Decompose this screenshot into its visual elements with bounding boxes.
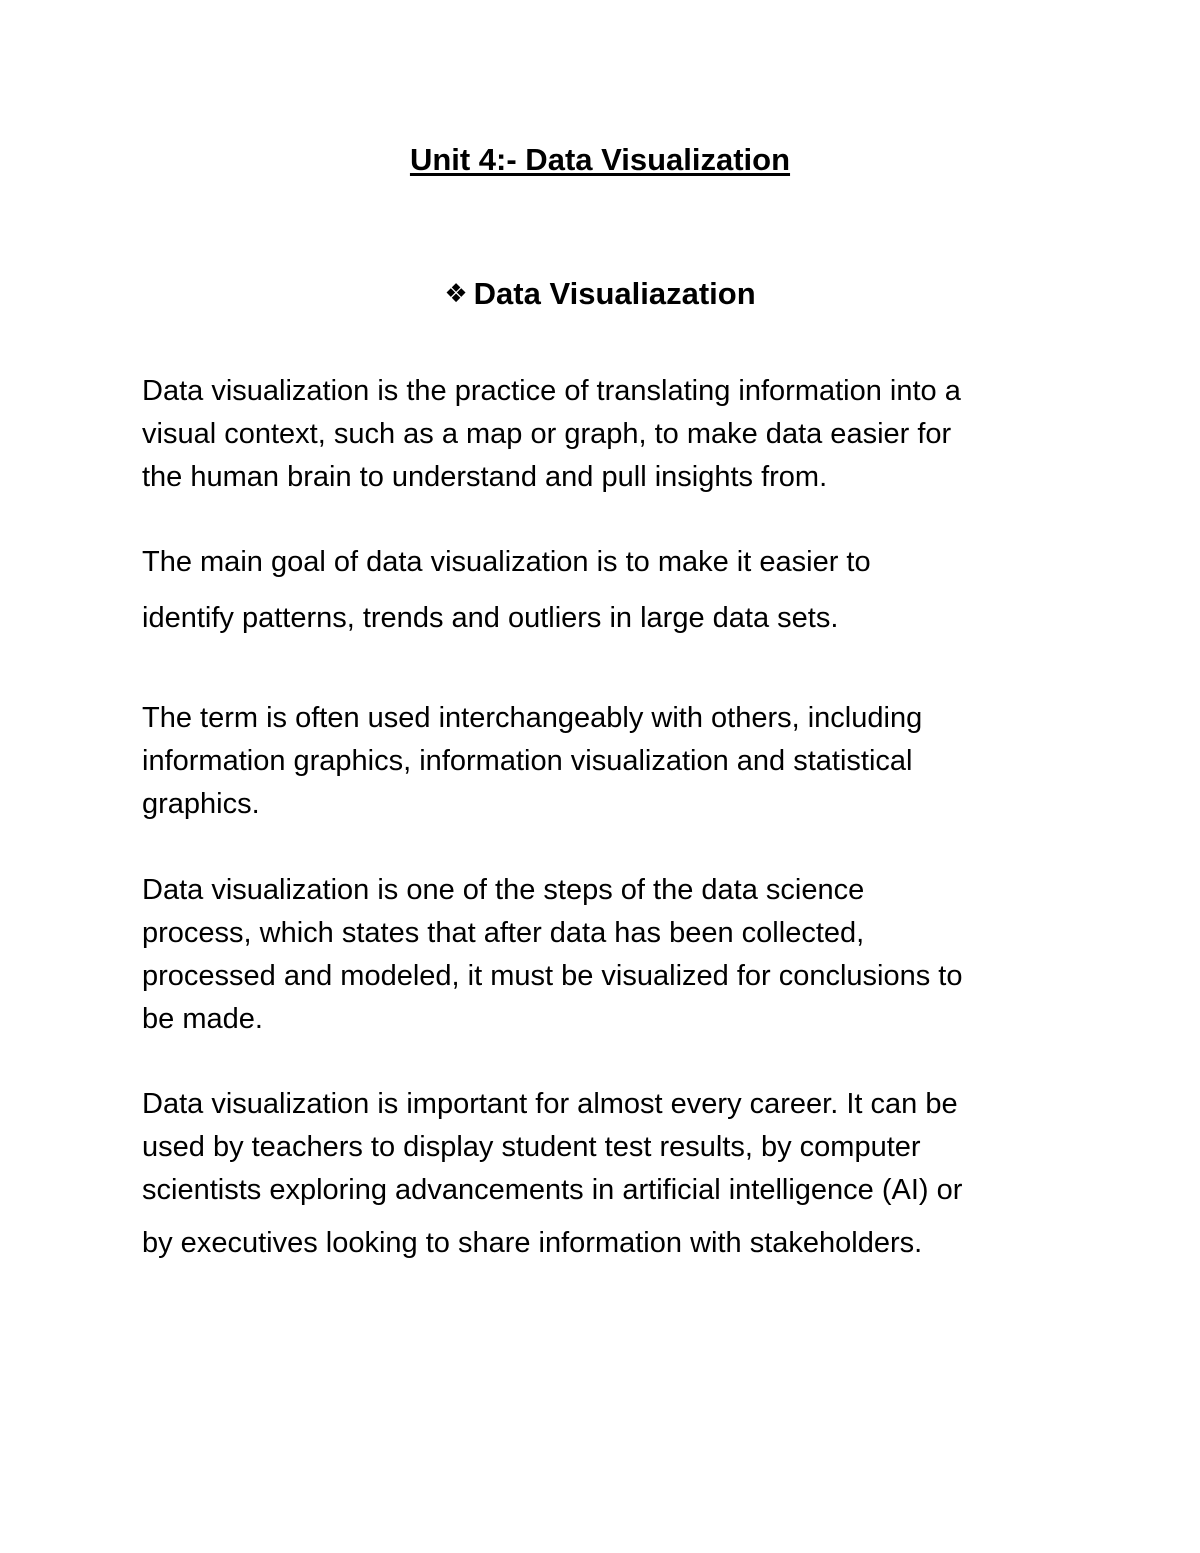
paragraph-definition bbox=[142, 370, 1072, 499]
paragraph-line: The term is often used interchangeably with others, including bbox=[142, 702, 923, 734]
paragraph-line: by executives looking to share information with stakeholders. bbox=[142, 1227, 923, 1259]
paragraph-line: graphics. bbox=[142, 788, 260, 820]
document-title-text: Unit 4:- Data Visualization bbox=[409, 142, 791, 177]
paragraph-line: processed and modeled, it must be visualized for conclusions to bbox=[142, 960, 963, 992]
paragraph-main-goal bbox=[142, 541, 1072, 640]
paragraph-line: visual context, such as a map or graph, to make data easier for bbox=[142, 418, 952, 450]
paragraph-line: The main goal of data visualization is to make it easier to bbox=[142, 546, 871, 578]
paragraph-term-usage bbox=[142, 697, 1072, 826]
four-diamond-bullet-icon: ❖ bbox=[444, 279, 468, 309]
paragraph-line: Data visualization is the practice of translating information into a bbox=[142, 375, 961, 407]
section-heading bbox=[0, 274, 1200, 314]
paragraph-line: information graphics, information visualization and statistical bbox=[142, 745, 913, 777]
paragraph-line: identify patterns, trends and outliers in large data sets. bbox=[142, 602, 839, 634]
paragraph-line: process, which states that after data has been collected, bbox=[142, 917, 865, 949]
paragraph-line: Data visualization is important for almost every career. It can be bbox=[142, 1088, 958, 1120]
paragraph-line: used by teachers to display student test results, by computer bbox=[142, 1131, 921, 1163]
document-title bbox=[0, 140, 1200, 180]
paragraph-data-science-process bbox=[142, 869, 1072, 1041]
paragraph-line: the human brain to understand and pull insights from. bbox=[142, 461, 828, 493]
section-heading-text: Data Visualiazation bbox=[473, 276, 756, 311]
paragraph-line: scientists exploring advancements in artificial intelligence (AI) or bbox=[142, 1174, 963, 1206]
paragraph-line: be made. bbox=[142, 1003, 263, 1035]
paragraph-career-importance bbox=[142, 1083, 1072, 1265]
paragraph-line: Data visualization is one of the steps of the data science bbox=[142, 874, 865, 906]
